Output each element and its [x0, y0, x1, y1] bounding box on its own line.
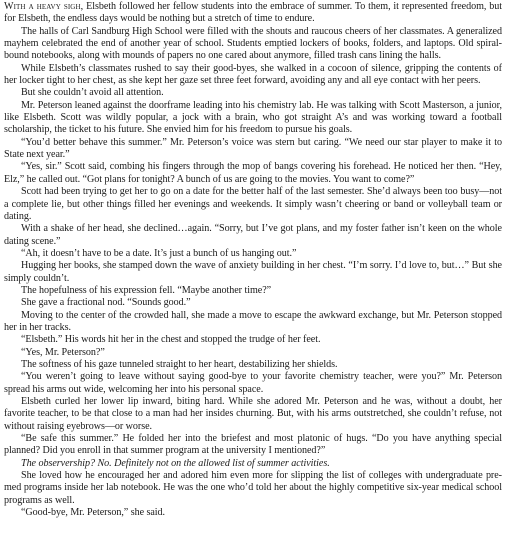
- paragraph-22: “Good-bye, Mr. Peterson,” she said.: [21, 507, 166, 519]
- paragraph-3: But she couldn’t avoid all attention.: [21, 87, 164, 99]
- paragraph-17: “You weren’t going to leave without saying good-bye to your favorite chemistry teacher, were you?” Mr. Peterson spread his arms out wide, welcoming her into his personal space.: [4, 371, 502, 395]
- paragraph-9: “Ah, it doesn’t have to be a date. It’s just a bunch of us hanging out.”: [21, 247, 297, 259]
- paragraph-13: Moving to the center of the crowded hall, she made a move to escape the awkward exchange, but Mr. Peterson stopped her in her tracks.: [4, 309, 502, 333]
- paragraph-18: Elsbeth curled her lower lip inward, biting hard. While she adored Mr. Peterson and he was, without a doubt, her favorite teacher, to be that close to a man had her insides churning. But, with his arms outstretched, she couldn’t refuse, not without raising eyebrows—or worse.: [4, 396, 502, 432]
- paragraph-16: The softness of his gaze tunneled straight to her heart, destabilizing her shields.: [21, 358, 338, 370]
- paragraph-4: Mr. Peterson leaned against the doorframe leading into his chemistry lab. He was talking with Scott Masterson, a junior, like Elsbeth. Scott was wildly popular, a jock with a brain, who got straight A’s and was working toward a football scholarship, the ticket to his future. She envied him for his freedom to pursue his goals.: [4, 99, 502, 136]
- paragraph-5: “You’d better behave this summer.” Mr. Peterson’s voice was stern but caring. “We need our star player to make it to State next year.”: [4, 136, 502, 161]
- paragraph-20-internal-thought: The observership? No. Definitely not on the allowed list of summer activities.: [21, 457, 330, 469]
- paragraph-6: “Yes, sir.” Scott said, combing his fingers through the mop of bangs covering his forehead. He noticed her then. “Hey, Elz,” he called out. “Got plans for tonight? A bunch of us are going to the movies. You want to come?”: [4, 161, 502, 185]
- paragraph-19: “Be safe this summer.” He folded her into the briefest and most platonic of hugs. “Do you have anything special planned? Did you enroll in that summer program at the university I mentioned?”: [4, 433, 502, 457]
- paragraph-14: “Elsbeth.” His words hit her in the chest and stopped the trudge of her feet.: [21, 334, 321, 346]
- paragraph-10: Hugging her books, she stamped down the wave of anxiety building in her chest. “I’m sorry. I’d love to, but…” But she simply couldn’t.: [4, 260, 502, 284]
- paragraph-7: Scott had been trying to get her to go on a date for the better half of the last semester. She’d always been too busy—not a complete lie, but other things filled her evenings and weekends. It simply wasn’t cheering or band or volleyball team or dating.: [4, 186, 502, 222]
- paragraph-1: The halls of Carl Sandburg High School were filled with the shouts and raucous cheers of her classmates. A generalized mayhem celebrated the end of another year of school. Students emptied lockers of books, folders, and laptops. Old spiral-bound notebooks, along with mounds of papers no one cared about anymore, filled trash cans lining the halls.: [4, 25, 502, 62]
- paragraph-8: With a shake of her head, she declined…again. “Sorry, but I’ve got plans, and my foster father isn’t keen on the whole dating scene.”: [4, 223, 502, 247]
- paragraph-21: She loved how he encouraged her and adored him even more for slipping the list of colleges with undergraduate pre-med programs inside her lab notebook. He was the one who’d told her about the highly competitive six-year medical school programs as well.: [4, 470, 502, 506]
- paragraph-15: “Yes, Mr. Peterson?”: [21, 346, 105, 358]
- paragraph-12: She gave a fractional nod. “Sounds good.”: [21, 297, 191, 309]
- paragraph-2: While Elsbeth’s classmates rushed to say their good-byes, she walked in a cocoon of silence, gripping the contents of her locker tight to her chest, as she kept her gaze set three feet forward, avoiding any and all eye contact with her peers.: [4, 62, 502, 87]
- opening-lead-in: With a heavy sigh,: [4, 1, 84, 12]
- opening-text: Elsbeth followed her fellow students into the embrace of summer. To them, it represented freedom, but for Elsbeth, the endless days would be nothing but a stretch of time to endure.: [4, 1, 502, 25]
- paragraph-11: The hopefulness of his expression fell. “Maybe another time?”: [21, 284, 272, 296]
- opening-paragraph: [4, 1, 502, 26]
